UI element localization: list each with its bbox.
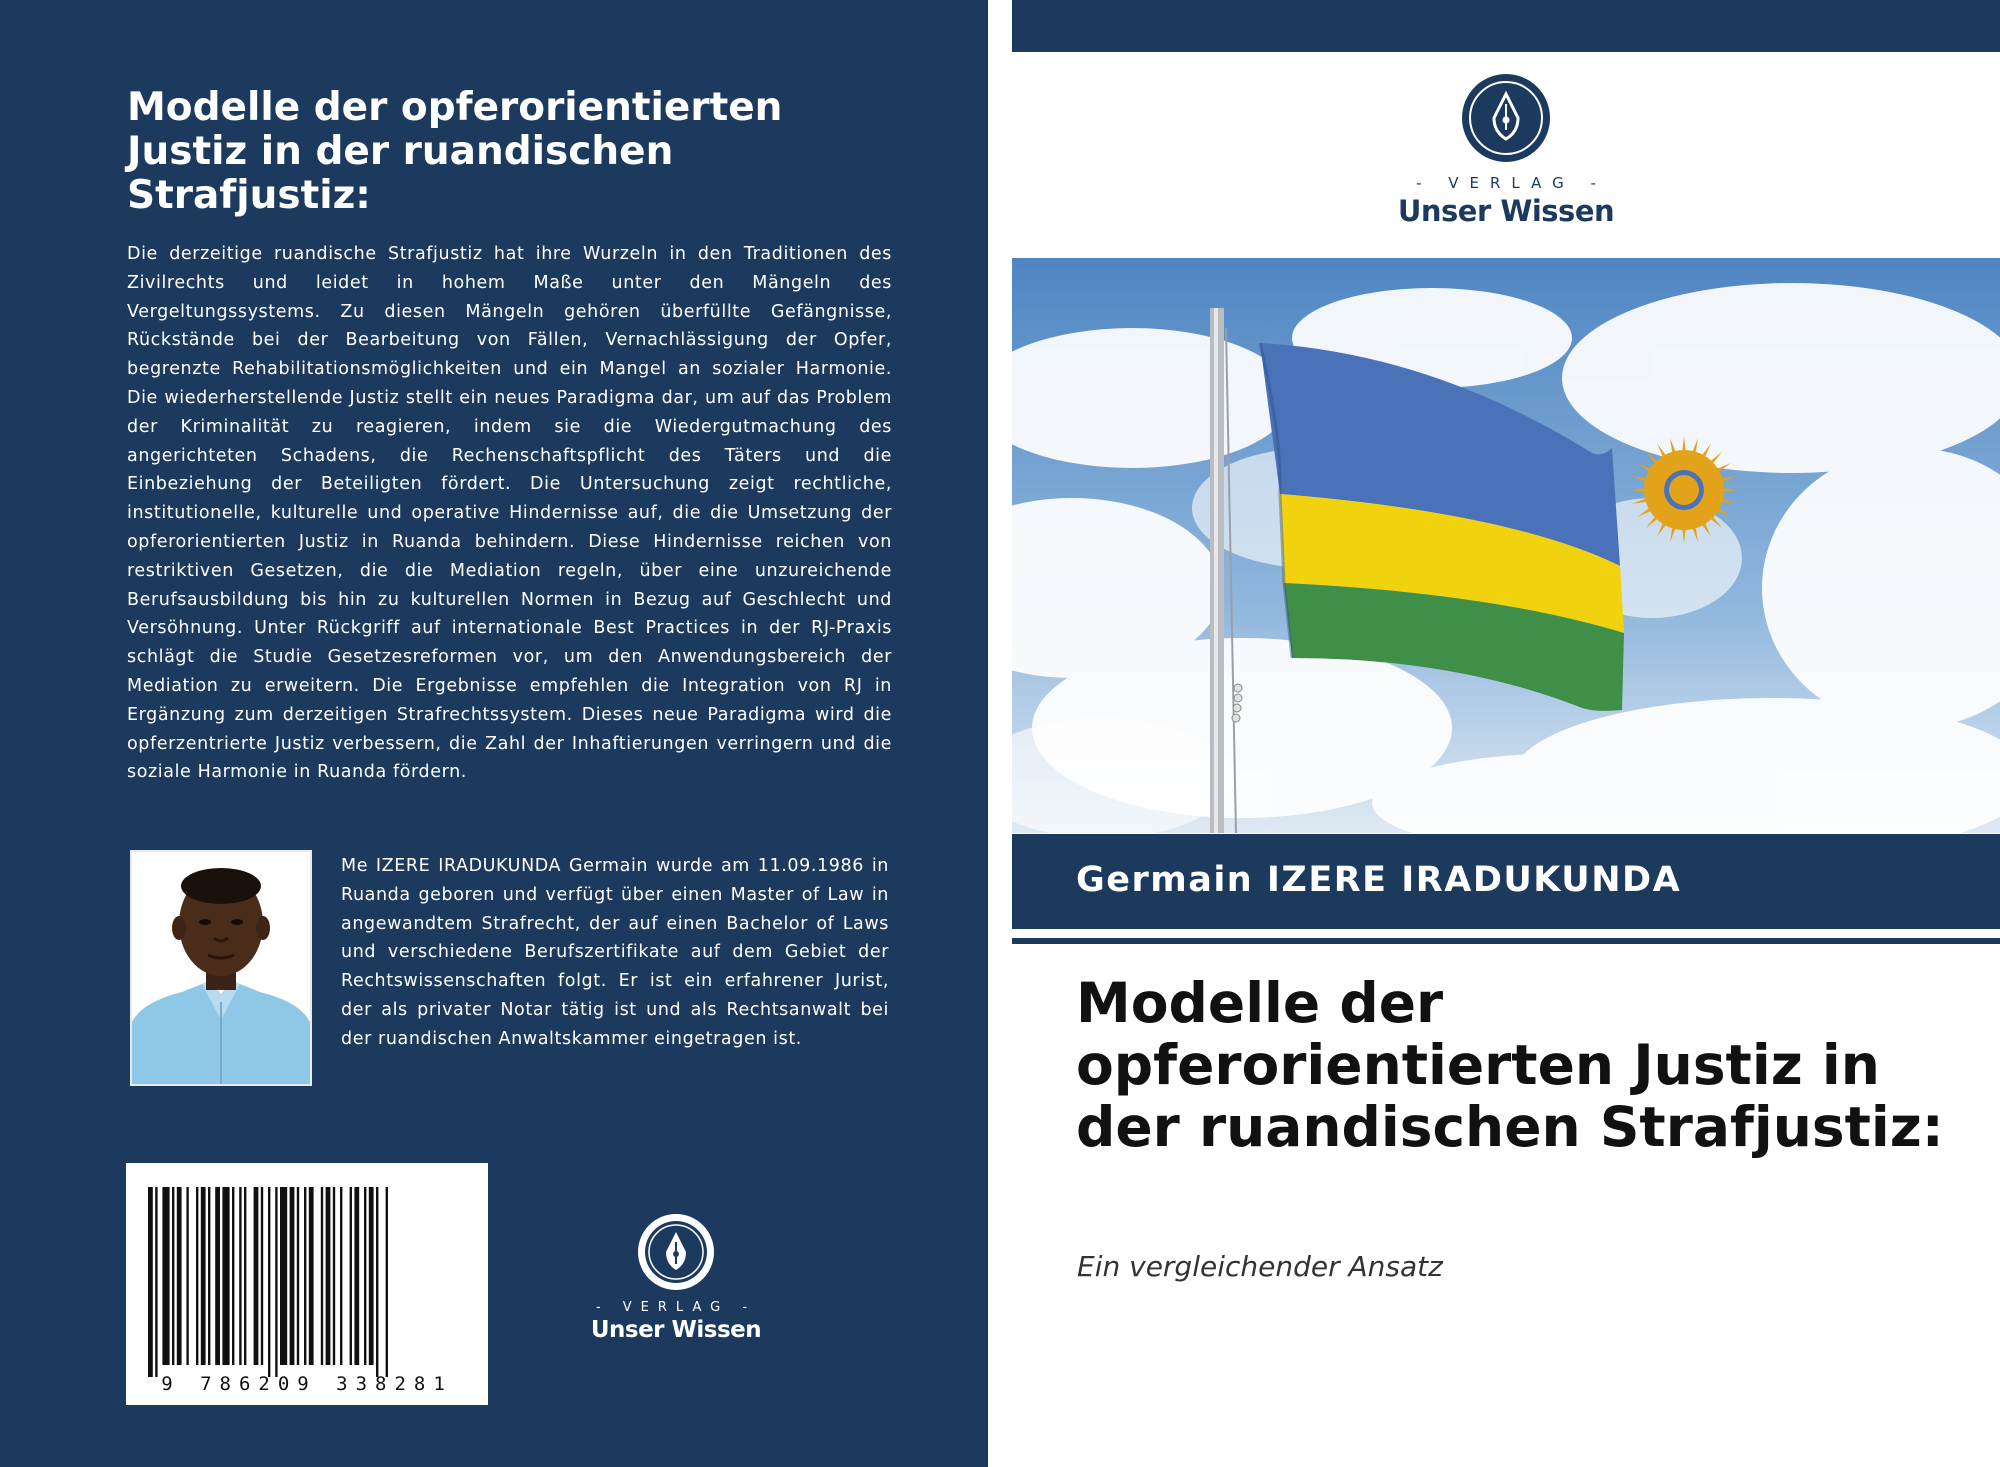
spine	[988, 0, 1012, 1467]
barcode-bar	[369, 1187, 374, 1365]
barcode-bar	[261, 1187, 263, 1365]
barcode-bar	[290, 1187, 295, 1365]
book-blurb: Die derzeitige ruandische Strafjustiz hat ihre Wurzeln in den Traditionen des Zivilrechts und leidet in hohem Maße unter den Mängeln des Vergeltungssystems. Zu diesen Mängeln gehören überfüllte Gefängnisse, Rückstände bei der Bearbeitung von Fällen, Vernachlässigung der Opfer, begrenzte Rehabilitationsmöglichkeiten und ein Mangel an sozialer Harmonie. Die wiederherstellende Justiz stellt ein neues Paradigma dar, um auf das Problem der Kriminalität zu reagieren, indem sie die Wiedergutmachung des angerichteten Schadens, die Rechenschaftspflicht des Täters und die Einbeziehung der Beteiligten fördert. Die Untersuchung zeigt rechtliche, institutionelle, kulturelle und operative Hindernisse auf, die die Umsetzung der opferorientierten Justiz in Ruanda behindern. Diese Hindernisse reichen von restriktiven Gesetzen, die die Mediation regeln, über eine unzureichende Berufsausbildung bis hin zu kulturellen Normen in Bezug auf Geschlecht und Versöhnung. Unter Rückgriff auf internationale Best Practices in der RJ-Praxis schlägt die Studie Gesetzesreformen vor, um den Anwendungsbereich der Mediation zu erweitern. Die Ergebnisse empfehlen die Integration von RJ in Ergänzung zum derzeitigen Strafrechtssystem. Dieses neue Paradigma wird die opferzentrierte Justiz verbessern, die Zahl der Inhaftierungen verringern und die soziale Harmonie in Ruanda fördern.	[127, 244, 892, 783]
back-publisher-name: Unser Wissen	[590, 1317, 762, 1343]
barcode-bar	[364, 1187, 366, 1365]
barcode-bar	[208, 1187, 210, 1365]
author-portrait-image	[132, 852, 310, 1084]
back-publisher-logo	[566, 1212, 786, 1342]
barcode-bar	[350, 1187, 352, 1365]
barcode-bar	[297, 1187, 299, 1365]
barcode-bar	[280, 1187, 287, 1365]
fountain-pen-nib-icon	[636, 1212, 716, 1292]
rwanda-flag-photo	[1012, 258, 2000, 833]
front-cover-subtitle: Ein vergleichender Ansatz	[1077, 1250, 1443, 1283]
barcode-bar	[244, 1187, 246, 1365]
barcode-bar	[162, 1187, 169, 1365]
front-publisher-logo	[1362, 72, 1650, 228]
barcode-bar	[232, 1187, 234, 1365]
author-name: Germain IZERE IRADUKUNDA	[1076, 860, 1682, 900]
barcode-bar	[354, 1187, 359, 1365]
back-cover-title: Modelle der opferorientierten Justiz in der ruandischen Strafjustiz:	[127, 85, 783, 218]
barcode-bar	[309, 1187, 314, 1365]
author-biography: Me IZERE IRADUKUNDA Germain wurde am 11.09.1986 in Ruanda geboren und verfügt über einen Master of Law in angewandtem Strafrecht, der auf einen Bachelor of Laws und verschiedene Berufszertifikate auf dem Gebiet der Rechtswissenschaften folgt. Er ist ein erfahrener Jurist, der als privater Notar tätig ist und als Rechtsanwalt bei der ruandischen Anwaltskammer eingetragen ist.	[341, 856, 889, 1049]
barcode-bar	[376, 1187, 378, 1377]
barcode-bar	[326, 1187, 331, 1365]
fountain-pen-nib-icon	[1460, 72, 1552, 164]
barcode-bar	[254, 1187, 259, 1365]
barcode-bar	[239, 1187, 241, 1365]
barcode-bar	[386, 1187, 388, 1377]
isbn-barcode	[126, 1163, 488, 1405]
back-cover	[0, 0, 988, 1467]
front-verlag-label: - VERLAG -	[1416, 174, 1607, 192]
isbn-number: 9 786209 338281	[161, 1373, 453, 1395]
back-verlag-label: - VERLAG -	[595, 1300, 757, 1315]
barcode-bar	[321, 1187, 323, 1365]
barcode-bar	[172, 1187, 174, 1365]
barcode-bar	[196, 1187, 198, 1365]
top-navy-bar	[1012, 0, 2000, 52]
barcode-bar	[275, 1187, 277, 1377]
barcode-bar	[340, 1187, 342, 1365]
barcode-bars	[126, 1163, 488, 1405]
barcode-bar	[333, 1187, 335, 1365]
barcode-bar	[201, 1187, 206, 1365]
barcode-bar	[222, 1187, 229, 1365]
divider-rule	[1012, 938, 2000, 944]
barcode-bar	[304, 1187, 306, 1365]
barcode-bar	[155, 1187, 157, 1377]
barcode-bar	[148, 1187, 153, 1377]
front-cover-title: Modelle der opferorientierten Justiz in der ruandischen Strafjustiz:	[1076, 971, 1944, 1159]
front-publisher-name: Unser Wissen	[1397, 194, 1615, 228]
author-photo	[130, 850, 312, 1086]
rwanda-flag-image	[1012, 258, 2000, 833]
front-cover	[1012, 0, 2000, 1467]
barcode-bar	[186, 1187, 188, 1365]
barcode-bar	[177, 1187, 182, 1365]
barcode-bar	[215, 1187, 220, 1365]
author-banner	[1012, 834, 2000, 929]
barcode-bar	[268, 1187, 270, 1377]
